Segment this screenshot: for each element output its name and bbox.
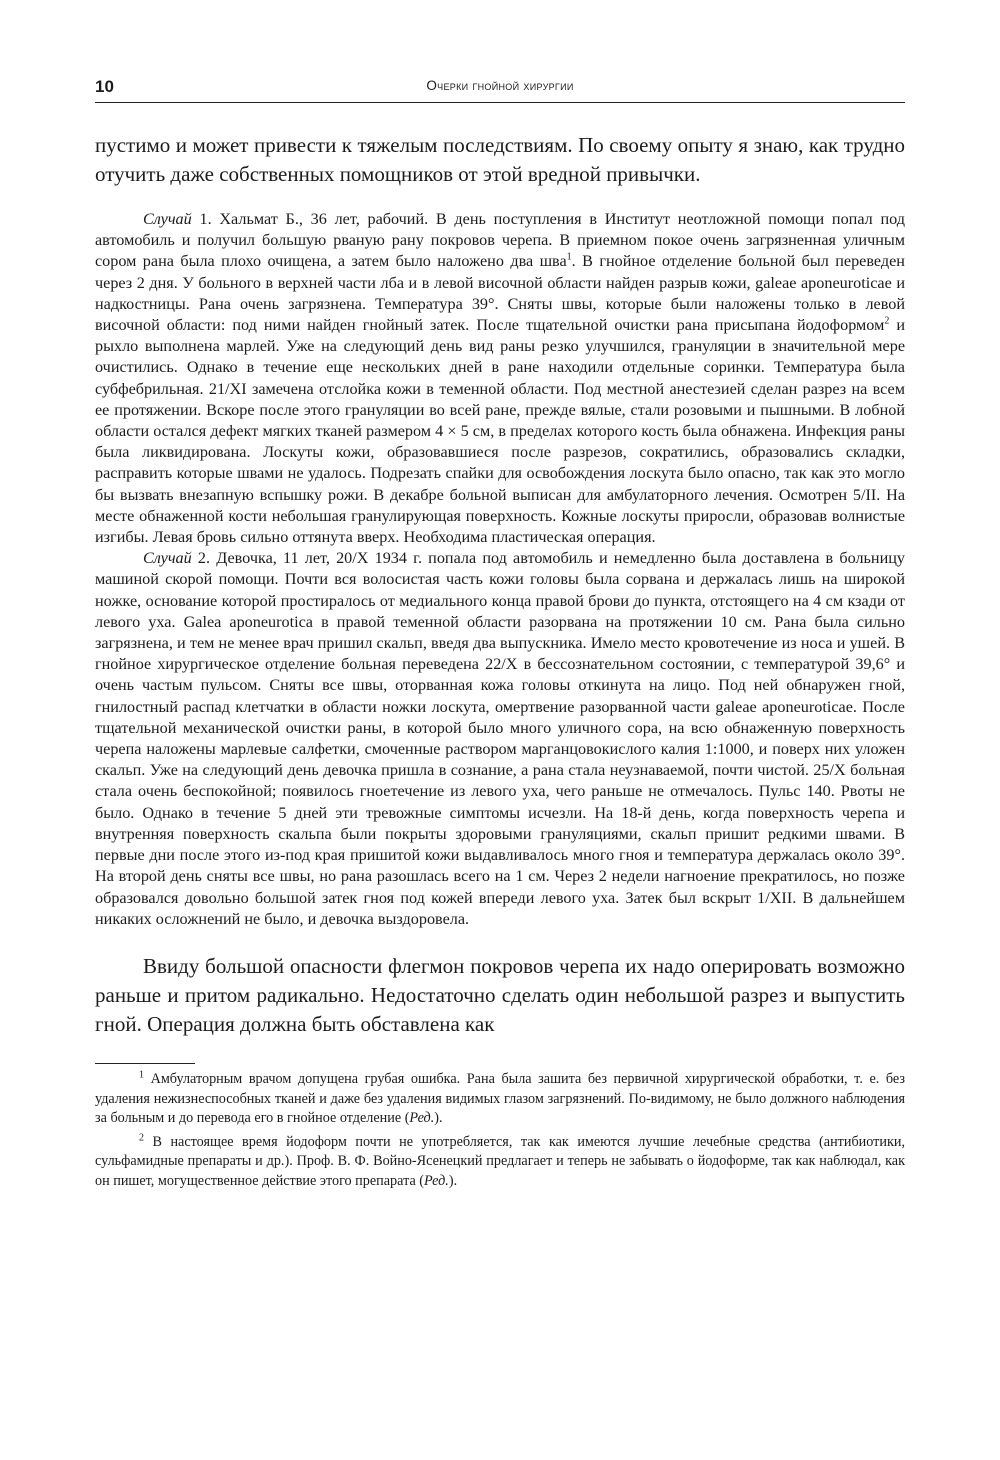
case-2-number: 2. — [191, 549, 211, 568]
case-1-text-part1: Хальмат Б., 36 лет, рабочий. В день поступления в Институт неотложной помощи попал под автомобиль и получил большую рваную рану покровов черепа. В приемном покое очень загрязненная уличным сором рана была плохо очищена, а затем было наложено два шва — [95, 210, 905, 271]
footnote-2-mark: 2 — [139, 1131, 144, 1143]
footnote-ref-2[interactable]: 2 — [884, 315, 890, 327]
footnote-2-editor: Ред. — [424, 1172, 449, 1189]
footnote-1-end: ). — [434, 1110, 443, 1127]
case-1-number: 1. — [191, 210, 212, 228]
book-page — [95, 74, 905, 1191]
case-1-paragraph — [95, 209, 905, 548]
footnote-1-mark: 1 — [139, 1069, 144, 1081]
case-2-text: Девочка, 11 лет, 20/X 1934 г. попала под автомобиль и немедленно была доставлена в больницу машиной скорой помощи. Почти вся волосистая часть кожи головы была сорвана и держалась лишь на широкой ножке, основание которой простиралось от медиального конца правой брови до пункта, отстоящего на 4 см кзади от левого уха. Galea aponeurotica в правой теменной области разорвана на протяжении 10 см. Рана была сильно загрязнена, и тем не менее врач пришил скальп, введя два выпускника. Имело место кровотечение из носа и ушей. В гнойное хирургическое отделение больная переведена 22/X в бессознательном состоянии, с температурой 39,6° и очень частым пульсом. Сняты все швы, оторванная кожа головы откинута на лицо. Под ней обнаружен гной, гнилостный распад клетчатки в области ножки лоскута, омертвение разорванной части galeae aponeuroticae. После тщательной механической очистки раны, в которой было много уличного сора, на всю обнаженную поверхность черепа наложены марлевые салфетки, смоченные раствором марганцовокислого калия 1:1000, и поверх них уложен скальп. Уже на следующий день девочка пришла в сознание, а рана стала неузнаваемой, почти чистой. 25/X больная стала очень беспокойной; появилось гноетечение из левого уха, чего раньше не отмечалось. Пульс 140. Рвоты не было. Однако в течение 5 дней эти тревожные симптомы исчезли. На 18-й день, когда поверхность черепа и внутренняя поверхность скальпа были покрыты здоровыми грануляциями, скальп пришит редкими швами. В первые дни после этого из-под края пришитой кожи выдавливалось много гноя и температура держалась около 39°. На второй день сняты все швы, но рана разошлась всего на 1 см. Через 2 недели нагноение прекратилось, но позже образовался довольно большой затек гноя под кожей впереди левого уха. Затек был вскрыт 1/XII. В дальнейшем никаких осложнений не было, и девочка выздоровела. — [95, 549, 906, 928]
intro-paragraph: пустимо и может привести к тяжелым последствиям. По своему опыту я знаю, как трудно отучить даже собственных помощников от этой вредной привычки. — [95, 133, 905, 186]
footnote-1-text: Амбулаторным врачом допущена грубая ошибка. Рана была зашита без первичной хирургической обработки, т. е. без удаления нежизнеспособных тканей и даже без удаления видимых глазом загрязнений. По-видимому, не было должного наблюдения за больным и до перевода его в гнойное отделение ( — [95, 1070, 905, 1127]
footnote-2-end: ). — [448, 1172, 458, 1189]
footnote-1-editor: Ред. — [409, 1110, 435, 1127]
footnote-2 — [95, 1133, 905, 1192]
case-2-label: Случай — [143, 549, 192, 568]
page-header — [95, 74, 905, 103]
case-1-text-part3: и рыхло выполнена марлей. Уже на следующий день вид раны резко улучшился, грануляции в значительной мере очистились. Однако в течение еще нескольких дней в ране находили отдельные соринки. Температура была субфебрильная. 21/XI замечена отслойка кожи в теменной области. Под местной анестезией сделан разрез на всем ее протяжении. Вскоре после этого грануляции во всей ране, прежде вялые, стали розовыми и пышными. В лобной области остался дефект мягких тканей размером 4 × 5 см, в пределах которого кость была обнажена. Инфекция раны была ликвидирована. Лоскуты кожи, образовавшиеся после разрезов, сократились, образовались складки, расправить которые швами не удалось. Подрезать спайки для освобождения лоскута было опасно, так как это могло бы вызвать внезапную вспышку рожи. В декабре больной выписан для амбулаторного лечения. Осмотрен 5/II. На месте обнаженной кости небольшая гранулирующая поверхность. Кожные лоскуты приросли, образовав волнистые изгибы. Левая бровь сильно оттянута вверх. Необходима пластическая операция. — [95, 316, 905, 547]
case-1-label: Случай — [143, 210, 192, 228]
page-number: 10 — [95, 77, 114, 96]
case-2-paragraph — [95, 548, 905, 930]
footnote-1 — [95, 1070, 905, 1129]
footnote-divider — [95, 1063, 195, 1064]
closing-paragraph: Ввиду большой опасности флегмон покровов черепа их надо оперировать возможно раньше и притом радикально. Недостаточно сделать один небольшой разрез и выпустить гной. Операция должна быть обставлена как — [95, 953, 905, 1036]
case-1-text-part2: . В гнойное отделение больной был переведен через 2 дня. У больного в верхней части лба и в левой височной области найден разрыв кожи, galeae aponeuroticae и надкостницы. Рана очень загрязнена. Температура 39°. Сняты швы, которые были наложены только в левой височной области: под ними найден гнойный затек. После тщательной очистки рана присыпана йодоформом — [95, 252, 905, 335]
footnote-2-text: В настоящее время йодоформ почти не употребляется, так как имеются лучшие лечебные средства (антибиотики, сульфамидные препараты и др.). Проф. В. Ф. Войно-Ясенецкий предлагает и теперь не забывать о йодоформе, так как наблюдал, как он пишет, могущественное действие этого препарата ( — [95, 1133, 905, 1189]
footnote-ref-1[interactable]: 1 — [566, 252, 572, 264]
running-title: Очерки гнойной хирургии — [426, 78, 574, 93]
